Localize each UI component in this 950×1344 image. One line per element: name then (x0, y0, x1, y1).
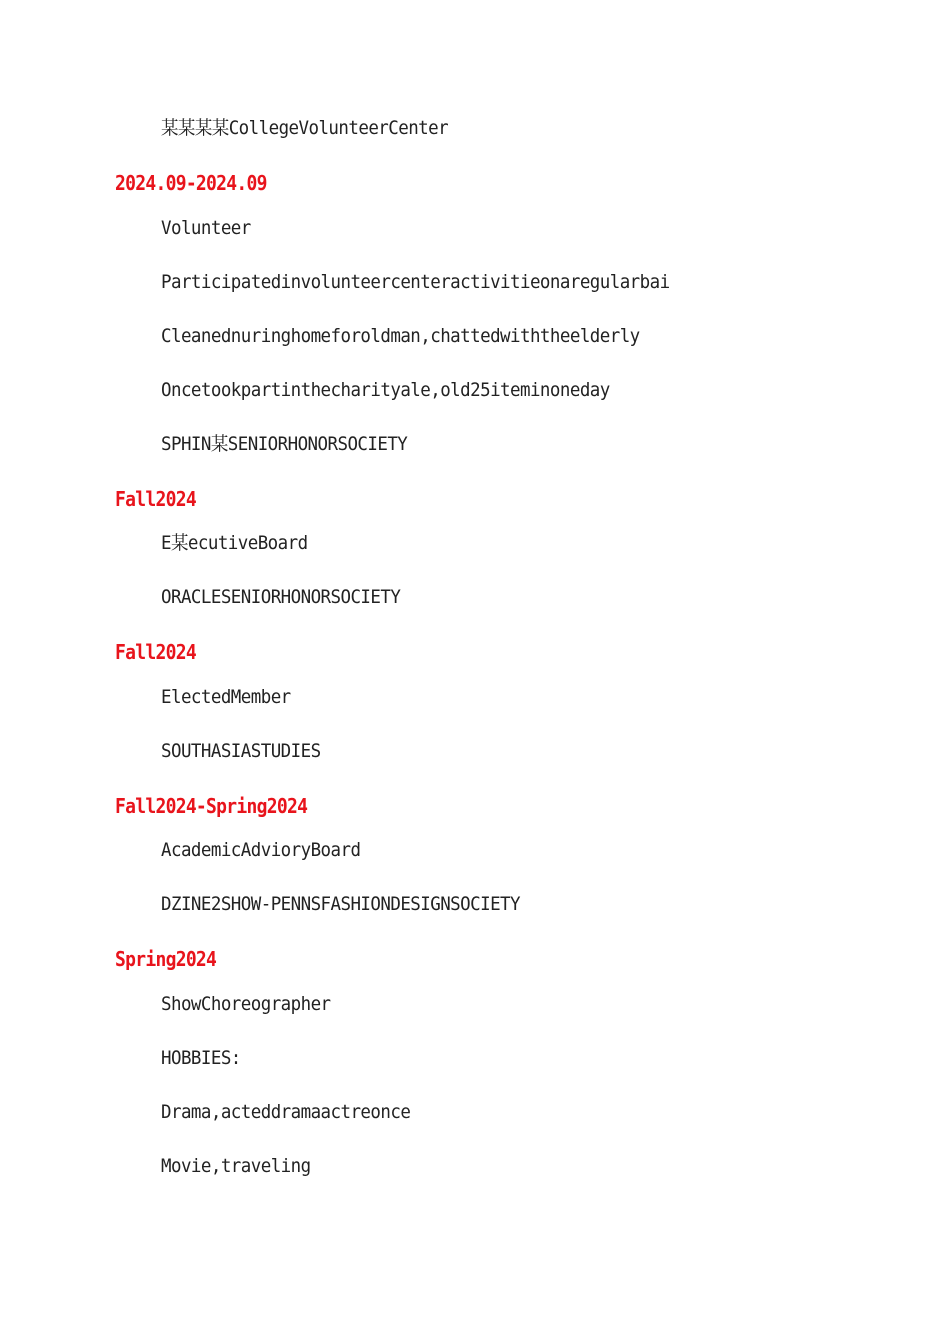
hobby-line: Movie,traveling (161, 1155, 311, 1177)
date-range-heading: Fall2024 (115, 487, 196, 511)
organization-line: DZINE2SHOW-PENNSFASHIONDESIGNSOCIETY (161, 893, 520, 915)
date-range-heading: Fall2024-Spring2024 (115, 794, 308, 818)
hobbies-heading: HOBBIES: (161, 1047, 241, 1069)
organization-line: SOUTHASIASTUDIES (161, 740, 321, 762)
role-line: E某ecutiveBoard (161, 532, 308, 554)
organization-line: SPHIN某SENIORHONORSOCIETY (161, 433, 408, 455)
role-line: ShowChoreographer (161, 993, 331, 1015)
role-line: AcademicAdvioryBoard (161, 839, 361, 861)
hobby-line: Drama,acteddramaactreonce (161, 1101, 411, 1123)
organization-line: 某某某某CollegeVolunteerCenter (161, 117, 449, 139)
date-range-heading: Spring2024 (115, 947, 217, 971)
description-line: Oncetookpartinthecharityale,old25iteminoneday (161, 379, 610, 401)
date-range-heading: Fall2024 (115, 640, 196, 664)
role-line: Volunteer (161, 217, 251, 239)
date-range-heading: 2024.09-2024.09 (115, 171, 267, 195)
role-line: ElectedMember (161, 686, 291, 708)
description-line: Participatedinvolunteercenteractivitieonaregularbai (161, 271, 670, 293)
description-line: Cleanednuringhomeforoldman,chattedwiththeelderly (161, 325, 640, 347)
organization-line: ORACLESENIORHONORSOCIETY (161, 586, 401, 608)
